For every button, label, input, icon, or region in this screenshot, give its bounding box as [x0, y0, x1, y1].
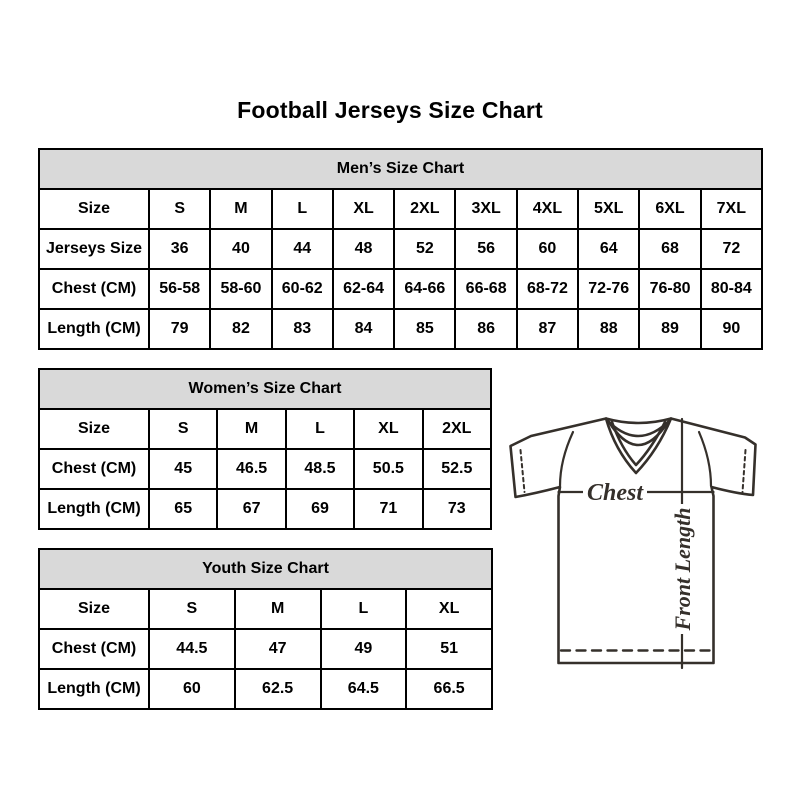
size-value-cell: L [272, 189, 333, 229]
size-value-cell: 65 [149, 489, 217, 529]
row-label-cell: Jerseys Size [39, 229, 149, 269]
row-label-cell: Chest (CM) [39, 629, 149, 669]
size-value-cell: 82 [210, 309, 271, 349]
size-value-cell: 71 [354, 489, 422, 529]
table-row [39, 589, 492, 629]
size-value-cell: 64 [578, 229, 639, 269]
size-value-cell: 45 [149, 449, 217, 489]
size-value-cell: XL [354, 409, 422, 449]
size-value-cell: M [210, 189, 271, 229]
size-value-cell: 66.5 [406, 669, 492, 709]
size-value-cell: 62-64 [333, 269, 394, 309]
size-value-cell: XL [406, 589, 492, 629]
size-value-cell: 64-66 [394, 269, 455, 309]
youth-size-table [38, 548, 493, 710]
size-value-cell: 52.5 [423, 449, 491, 489]
size-value-cell: 51 [406, 629, 492, 669]
size-value-cell: 2XL [394, 189, 455, 229]
size-value-cell: 60 [149, 669, 235, 709]
size-value-cell: 66-68 [455, 269, 516, 309]
size-value-cell: 4XL [517, 189, 578, 229]
jersey-measurement-diagram [503, 400, 768, 678]
table-title: Youth Size Chart [39, 549, 492, 589]
row-label-cell: Size [39, 189, 149, 229]
right-cuff-dashed-line [743, 450, 746, 492]
mens-size-table [38, 148, 763, 350]
table-row [39, 489, 491, 529]
size-value-cell: 7XL [701, 189, 762, 229]
size-value-cell: 6XL [639, 189, 700, 229]
size-value-cell: 48 [333, 229, 394, 269]
size-value-cell: M [235, 589, 321, 629]
size-value-cell: 83 [272, 309, 333, 349]
size-value-cell: 3XL [455, 189, 516, 229]
table-row [39, 409, 491, 449]
size-value-cell: XL [333, 189, 394, 229]
size-value-cell: 47 [235, 629, 321, 669]
size-value-cell: 56 [455, 229, 516, 269]
size-value-cell: 40 [210, 229, 271, 269]
size-value-cell: 44 [272, 229, 333, 269]
size-value-cell: 72 [701, 229, 762, 269]
size-value-cell: 76-80 [639, 269, 700, 309]
row-label-cell: Length (CM) [39, 489, 149, 529]
size-value-cell: 60-62 [272, 269, 333, 309]
size-value-cell: S [149, 409, 217, 449]
table-row [39, 669, 492, 709]
size-value-cell: 64.5 [321, 669, 407, 709]
size-value-cell: 88 [578, 309, 639, 349]
row-label-cell: Size [39, 409, 149, 449]
table-row [39, 449, 491, 489]
table-row [39, 229, 762, 269]
table-title: Men’s Size Chart [39, 149, 762, 189]
row-label-cell: Length (CM) [39, 309, 149, 349]
right-sleeve-seam [699, 432, 711, 486]
size-value-cell: 48.5 [286, 449, 354, 489]
size-value-cell: 80-84 [701, 269, 762, 309]
row-label-cell: Length (CM) [39, 669, 149, 709]
size-value-cell: 5XL [578, 189, 639, 229]
size-value-cell: 79 [149, 309, 210, 349]
size-value-cell: 84 [333, 309, 394, 349]
size-value-cell: 72-76 [578, 269, 639, 309]
size-value-cell: L [286, 409, 354, 449]
size-value-cell: 86 [455, 309, 516, 349]
front-length-label: Front Length [670, 507, 695, 631]
size-value-cell: 62.5 [235, 669, 321, 709]
size-value-cell: 85 [394, 309, 455, 349]
size-value-cell: 52 [394, 229, 455, 269]
chest-label: Chest [586, 480, 644, 506]
size-value-cell: 46.5 [217, 449, 285, 489]
left-sleeve-seam [560, 432, 573, 486]
row-label-cell: Size [39, 589, 149, 629]
table-row [39, 269, 762, 309]
left-cuff-dashed-line [521, 450, 525, 492]
size-value-cell: 73 [423, 489, 491, 529]
size-value-cell: 68 [639, 229, 700, 269]
size-value-cell: 68-72 [517, 269, 578, 309]
size-value-cell: 56-58 [149, 269, 210, 309]
row-label-cell: Chest (CM) [39, 449, 149, 489]
row-label-cell: Chest (CM) [39, 269, 149, 309]
size-value-cell: 60 [517, 229, 578, 269]
size-value-cell: 44.5 [149, 629, 235, 669]
size-value-cell: 50.5 [354, 449, 422, 489]
size-value-cell: L [321, 589, 407, 629]
size-value-cell: 2XL [423, 409, 491, 449]
size-value-cell: 87 [517, 309, 578, 349]
size-value-cell: S [149, 589, 235, 629]
table-row [39, 189, 762, 229]
size-value-cell: 69 [286, 489, 354, 529]
size-value-cell: S [149, 189, 210, 229]
size-value-cell: 90 [701, 309, 762, 349]
size-value-cell: 89 [639, 309, 700, 349]
size-value-cell: M [217, 409, 285, 449]
size-value-cell: 67 [217, 489, 285, 529]
jersey-outline-shape [511, 419, 756, 664]
page-title: Football Jerseys Size Chart [237, 97, 543, 123]
table-row [39, 629, 492, 669]
size-value-cell: 49 [321, 629, 407, 669]
table-title: Women’s Size Chart [39, 369, 491, 409]
table-row [39, 309, 762, 349]
womens-size-table [38, 368, 492, 530]
size-value-cell: 58-60 [210, 269, 271, 309]
size-value-cell: 36 [149, 229, 210, 269]
